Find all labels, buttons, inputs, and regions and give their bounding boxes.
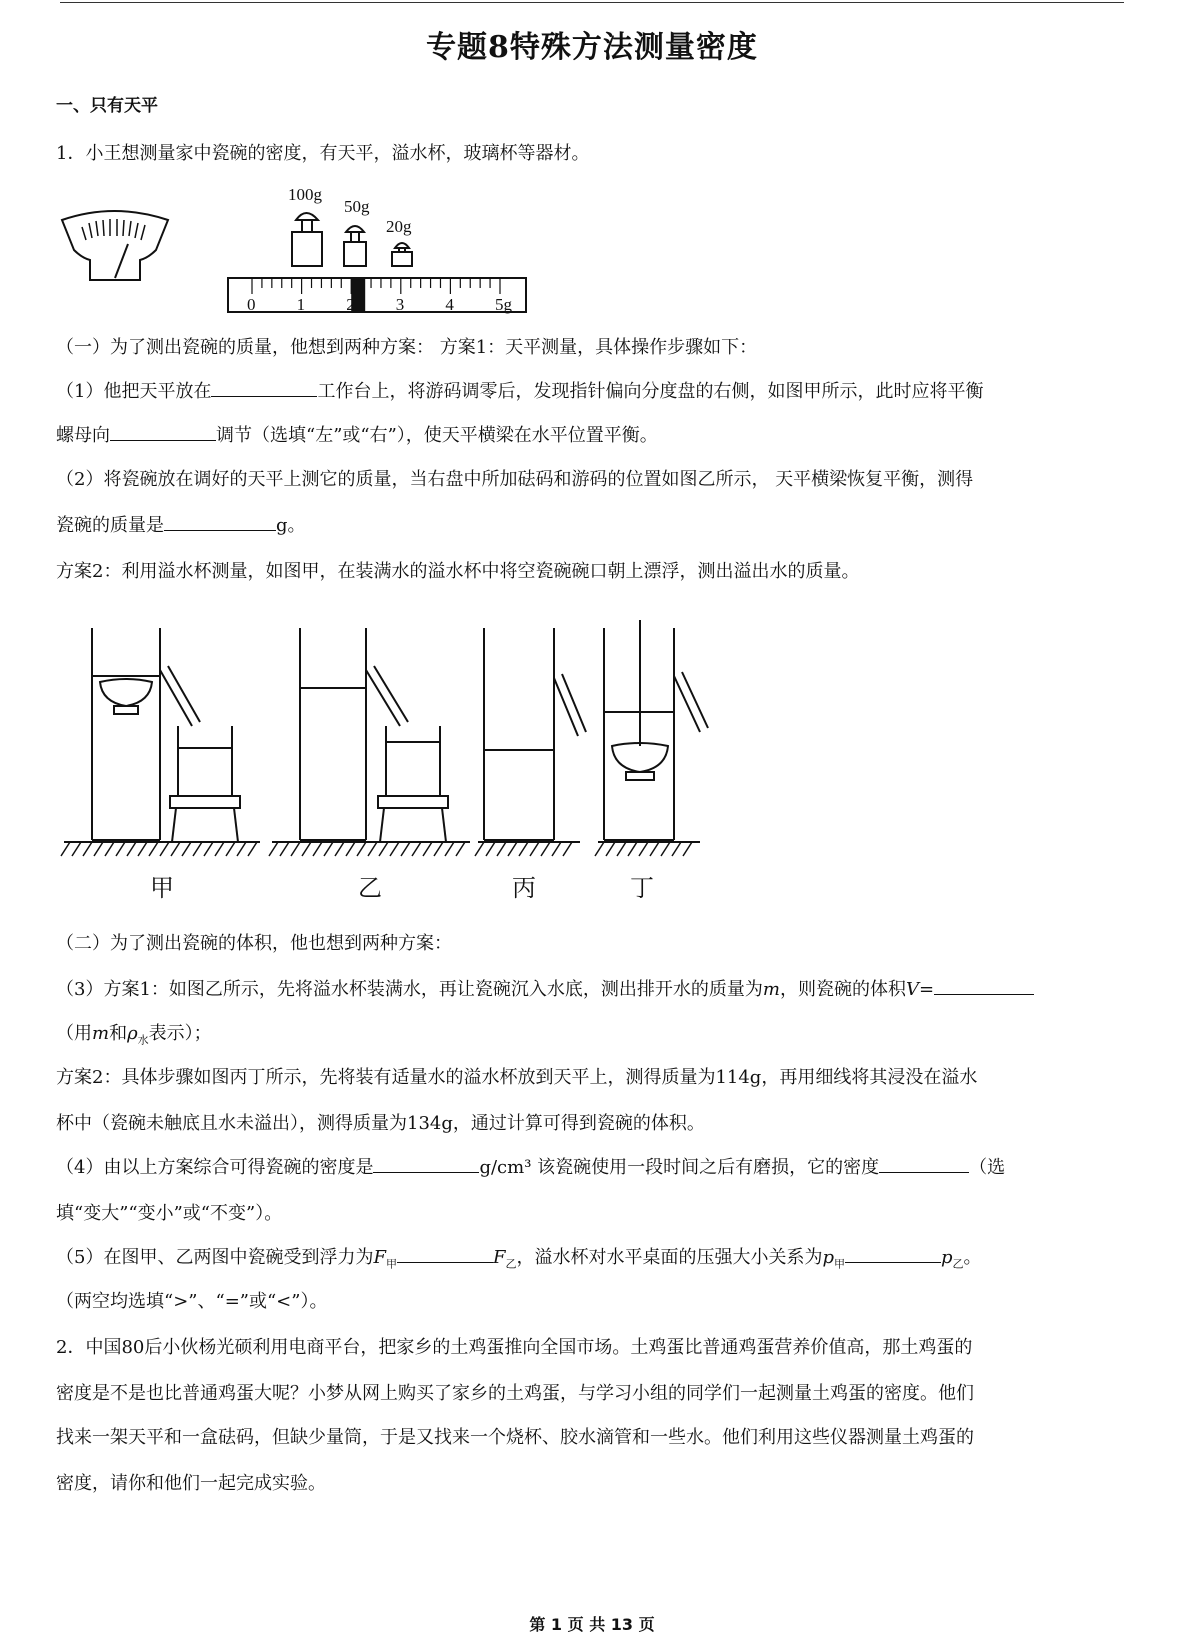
item3-text-f: 和 xyxy=(109,1023,128,1044)
q2-line3: 找来一架天平和一盒砝码，但缺少量筒，于是又找来一个烧杯、胶水滴管和一些水。他们利用这些仪器测量土鸡蛋的 xyxy=(56,1427,974,1448)
plan2b-line2: 杯中（瓷碗未触底且水未溢出），测得质量为134g，通过计算可得到瓷碗的体积。 xyxy=(56,1113,705,1134)
ground-hatch-stroke xyxy=(280,842,289,856)
item4-line2: 填“变大”“变小”或“不变”）。 xyxy=(56,1203,283,1224)
ground-hatch-stroke xyxy=(401,842,410,856)
ground-hatch-stroke xyxy=(313,842,322,856)
item5-line2: （两空均选填“>”、“=”或“<”）。 xyxy=(56,1291,328,1312)
answer-blank-6[interactable] xyxy=(879,1154,969,1173)
item5-F-jia: F xyxy=(373,1247,386,1268)
ground-hatch-stroke xyxy=(650,842,659,856)
item5-F-yi: F xyxy=(492,1247,506,1268)
item4-text-b: g/cm³ 该瓷碗使用一段时间之后有磨损，它的密度 xyxy=(479,1157,880,1178)
page-footer: 第 1 页 共 13 页 xyxy=(529,1615,655,1634)
item3-m: m xyxy=(762,979,780,1000)
ground-hatch-stroke xyxy=(530,842,539,856)
ground-hatch-stroke xyxy=(456,842,465,856)
item1-text-c: 螺母向 xyxy=(56,425,110,446)
answer-blank-4[interactable] xyxy=(934,976,1034,995)
item1-text-d: 调节（选填“左”或“右”），使天平横梁在水平位置平衡。 xyxy=(216,425,658,446)
item3-text-c: = xyxy=(918,979,935,1000)
ground-hatch-stroke xyxy=(61,842,70,856)
rider-scale xyxy=(228,278,526,312)
item5-p-yi-sub: 乙 xyxy=(952,1257,964,1271)
part1-heading: （一）为了测出瓷碗的质量，他想到两种方案： 方案1：天平测量，具体操作步骤如下： xyxy=(56,337,758,358)
plan2-text: 方案2：利用溢水杯测量，如图甲，在装满水的溢水杯中将空瓷碗碗口朝上漂浮，测出溢出水的质量。 xyxy=(56,561,860,582)
pointer-dial-icon xyxy=(62,211,168,280)
item3-v: V xyxy=(905,979,919,1000)
item5-p-jia-sub: 甲 xyxy=(833,1257,845,1271)
item3-text-b: ，则瓷碗的体积 xyxy=(779,979,906,1000)
item5-p-jia: p xyxy=(822,1247,834,1268)
ground-hatch-stroke xyxy=(368,842,377,856)
ground-hatch-stroke xyxy=(390,842,399,856)
item1-text-a: （1）他把天平放在 xyxy=(56,381,212,402)
item5-text-b: ，溢水杯对水平桌面的压强大小关系为 xyxy=(516,1247,823,1268)
scale-tick-label: 4 xyxy=(445,295,454,314)
label-yi: 乙 xyxy=(358,874,382,902)
item3-text-g: 表示）； xyxy=(148,1023,212,1044)
ground-hatch-stroke xyxy=(269,842,278,856)
scale-tick-label: 5g xyxy=(495,295,512,314)
ground-hatch-stroke xyxy=(105,842,114,856)
scale-tick-label: 3 xyxy=(395,295,405,314)
plan2b-line1: 方案2：具体步骤如图丙丁所示，先将装有适量水的溢水杯放到天平上，测得质量为114g，再用细线将其浸没在溢水 xyxy=(56,1067,978,1088)
item3-m2: m xyxy=(92,1023,110,1044)
ground-hatch xyxy=(61,842,700,856)
label-bing: 丙 xyxy=(512,874,536,902)
ground-hatch-stroke xyxy=(204,842,213,856)
ground-hatch-stroke xyxy=(563,842,572,856)
cup-yi-icon xyxy=(300,628,448,842)
ground-hatch-stroke xyxy=(445,842,454,856)
answer-blank-3[interactable] xyxy=(164,512,276,531)
item5-line1 xyxy=(56,1244,1128,1279)
answer-blank-7[interactable] xyxy=(397,1244,493,1263)
weight-label-100g: 100g xyxy=(288,185,322,204)
scale-tick-label: 2 xyxy=(346,295,355,314)
scale-tick-label: 0 xyxy=(247,295,256,314)
item3-line2 xyxy=(56,1020,1128,1055)
ground-hatch-stroke xyxy=(357,842,366,856)
ground-hatch-stroke xyxy=(423,842,432,856)
q1-intro: 1．小王想测量家中瓷碗的密度，有天平，溢水杯，玻璃杯等器材。 xyxy=(56,143,590,164)
ground-hatch-stroke xyxy=(171,842,180,856)
ground-hatch-stroke xyxy=(595,842,604,856)
ground-hatch-stroke xyxy=(335,842,344,856)
item2-line2 xyxy=(56,512,1128,540)
ground-hatch-stroke xyxy=(127,842,136,856)
label-jia: 甲 xyxy=(150,874,174,902)
ground-hatch-stroke xyxy=(497,842,506,856)
ground-hatch-stroke xyxy=(379,842,388,856)
item4-text-c: （选 xyxy=(969,1157,1006,1178)
item5-text-a: （5）在图甲、乙两图中瓷碗受到浮力为 xyxy=(56,1247,374,1268)
item2-line1: （2）将瓷碗放在调好的天平上测它的质量，当右盘中所加砝码和游码的位置如图乙所示， 天平横梁恢复平衡，测得 xyxy=(56,469,974,490)
q2-line4: 密度，请你和他们一起完成实验。 xyxy=(56,1473,326,1494)
ground-hatch-stroke xyxy=(541,842,550,856)
cup-jia-icon xyxy=(92,628,240,842)
ground-hatch-stroke xyxy=(226,842,235,856)
weight-20g-icon xyxy=(392,243,412,266)
ground-hatch-stroke xyxy=(661,842,670,856)
scale-tick-label: 1 xyxy=(296,295,306,314)
page-title: 专题8特殊方法测量密度 xyxy=(426,30,758,65)
item5-text-c: 。 xyxy=(963,1247,982,1268)
weight-100g-icon xyxy=(292,213,322,266)
item2-text-b: 瓷碗的质量是 xyxy=(56,515,164,536)
q2-line1: 2．中国80后小伙杨光硕利用电商平台，把家乡的土鸡蛋推向全国市场。土鸡蛋比普通鸡蛋营养价值高，那土鸡蛋的 xyxy=(56,1337,973,1358)
answer-blank-5[interactable] xyxy=(373,1154,479,1173)
ground-hatch-stroke xyxy=(434,842,443,856)
ground-hatch-stroke xyxy=(237,842,246,856)
ground-hatch-stroke xyxy=(672,842,681,856)
overflow-cup-figure xyxy=(60,620,710,910)
ground-hatch-stroke xyxy=(606,842,615,856)
item4-text-a: （4）由以上方案综合可得瓷碗的密度是 xyxy=(56,1157,374,1178)
item1-line2 xyxy=(56,422,1128,450)
item1-text-b: 工作台上，将游码调零后，发现指针偏向分度盘的右侧，如图甲所示，此时应将平衡 xyxy=(317,381,984,402)
part2-heading: （二）为了测出瓷碗的体积，他也想到两种方案： xyxy=(56,933,452,954)
ground-hatch-stroke xyxy=(138,842,147,856)
q2-line2: 密度是不是也比普通鸡蛋大呢？小梦从网上购买了家乡的土鸡蛋，与学习小组的同学们一起测量土鸡蛋的密度。他们 xyxy=(56,1383,974,1404)
weight-label-50g: 50g xyxy=(344,197,370,216)
item3-rho-sub: 水 xyxy=(137,1033,149,1047)
ground-hatch-stroke xyxy=(617,842,626,856)
ground-hatch-stroke xyxy=(519,842,528,856)
ground-hatch-stroke xyxy=(215,842,224,856)
answer-blank-1[interactable] xyxy=(211,378,317,397)
cup-bing-icon xyxy=(484,628,586,840)
ground-hatch-stroke xyxy=(116,842,125,856)
item5-p-yi: p xyxy=(940,1247,953,1268)
item2-text-c: g。 xyxy=(276,515,306,536)
item1-line1 xyxy=(56,378,1128,406)
label-ding: 丁 xyxy=(630,874,654,902)
ground-hatch-stroke xyxy=(475,842,484,856)
item3-line1 xyxy=(56,976,1128,1004)
ground-hatch-stroke xyxy=(193,842,202,856)
ground-hatch-stroke xyxy=(302,842,311,856)
ground-hatch-stroke xyxy=(72,842,81,856)
balance-figure xyxy=(56,180,536,320)
ground-hatch-stroke xyxy=(160,842,169,856)
ground-hatch-stroke xyxy=(412,842,421,856)
ground-hatch-stroke xyxy=(182,842,191,856)
ground-hatch-stroke xyxy=(324,842,333,856)
item3-rho: ρ xyxy=(127,1023,138,1044)
item5-F-jia-sub: 甲 xyxy=(385,1257,397,1271)
ground-hatch-stroke xyxy=(486,842,495,856)
ground-hatch-stroke xyxy=(552,842,561,856)
ground-hatch-stroke xyxy=(508,842,517,856)
answer-blank-2[interactable] xyxy=(110,422,216,441)
ground-hatch-stroke xyxy=(248,842,257,856)
ground-hatch-stroke xyxy=(291,842,300,856)
ground-hatch-stroke xyxy=(639,842,648,856)
item4-line1 xyxy=(56,1154,1128,1182)
ground-hatch-stroke xyxy=(94,842,103,856)
item3-text-a: （3）方案1：如图乙所示，先将溢水杯装满水，再让瓷碗沉入水底，测出排开水的质量为 xyxy=(56,979,763,1000)
header-rule xyxy=(60,2,1124,3)
section-heading: 一、只有天平 xyxy=(56,96,158,116)
weight-label-20g: 20g xyxy=(386,217,412,236)
answer-blank-8[interactable] xyxy=(845,1244,941,1263)
ground-hatch-stroke xyxy=(628,842,637,856)
item5-F-yi-sub: 乙 xyxy=(505,1257,517,1271)
item3-text-d: （用 xyxy=(56,1023,92,1044)
weight-50g-icon xyxy=(344,226,366,266)
ground-hatch-stroke xyxy=(346,842,355,856)
ground-hatch-stroke xyxy=(683,842,692,856)
ground-hatch-stroke xyxy=(149,842,158,856)
cup-ding-icon xyxy=(604,620,708,840)
ground-hatch-stroke xyxy=(83,842,92,856)
